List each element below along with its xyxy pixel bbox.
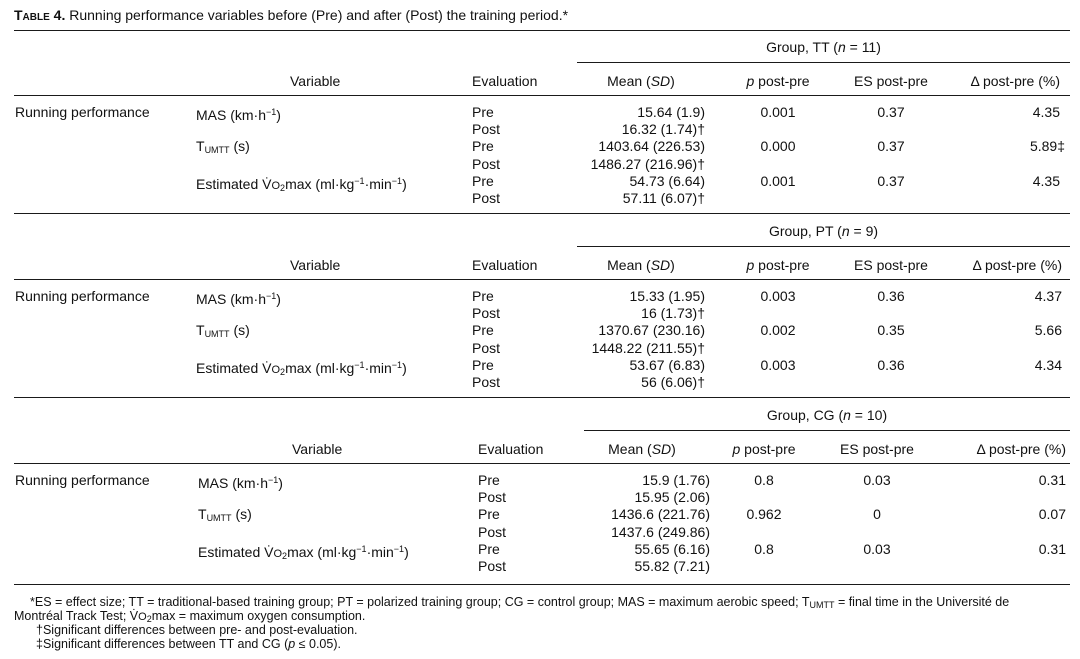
header-evaluation: Evaluation [472, 73, 538, 89]
group-block [0, 214, 1080, 399]
category-label: Running performance [15, 472, 150, 488]
table-label: Table 4. [14, 7, 66, 23]
cell-mean-sd: 56 (6.06)† [641, 374, 705, 390]
cell-evaluation: Pre [472, 322, 494, 339]
cell-es: 0.35 [877, 322, 905, 339]
cell-mean-sd: 55.82 (7.21) [634, 558, 710, 574]
cell-evaluation: Pre [472, 172, 494, 189]
group-rule [577, 62, 1070, 63]
cell-mean-sd: 55.65 (6.16) [634, 540, 710, 557]
cell-p: 0.001 [760, 104, 796, 120]
cell-p: 0.002 [760, 322, 796, 339]
cell-evaluation: Post [478, 523, 507, 540]
table-caption [14, 7, 568, 24]
header-mean-sd: Mean (SD) [607, 257, 675, 273]
cell-evaluation: Pre [472, 288, 494, 304]
header-delta: Δ post-pre (%) [970, 73, 1060, 89]
header-variable: Variable [290, 257, 341, 273]
cell-evaluation: Pre [478, 472, 500, 488]
variable-tumtt: $T_{UMTT}$ (s) [196, 138, 250, 156]
cell-delta: 0.31 [1038, 472, 1066, 488]
cell-p: 0.8 [754, 540, 774, 557]
category-label: Running performance [15, 288, 150, 304]
header-es: ES post-pre [840, 441, 914, 457]
cell-mean-sd: 54.73 (6.64) [629, 172, 705, 189]
category-label: Running performance [15, 104, 150, 120]
header-delta: Δ post-pre (%) [976, 441, 1066, 457]
variable-vo2: Estimated $V̇O_2\max$ $(ml\cdot kg^{-1}\cdot\min^{-1})$ [198, 543, 409, 561]
cell-mean-sd: 1436.6 (221.76) [611, 506, 710, 523]
footnote-abbreviations-cont: Montréal Track Test; $V̇O_2\max$ = maximum oxygen consumption. [14, 609, 366, 624]
header-es: ES post-pre [854, 73, 928, 89]
header-rule [14, 463, 1070, 464]
variable-vo2: Estimated $V̇O_2\max$ $(ml\cdot kg^{-1}\cdot\min^{-1})$ [196, 175, 407, 193]
cell-evaluation: Post [472, 374, 501, 390]
cell-p: 0.003 [760, 356, 796, 373]
group-header: Group, TT (n = 11) [766, 39, 881, 55]
cell-evaluation: Pre [472, 104, 494, 120]
cell-evaluation: Pre [472, 138, 494, 155]
group-block [0, 30, 1080, 215]
footnote-abbreviations: *ES = effect size; TT = traditional-based training group; PT = polarized training group; CG = control group; MAS = maximum aerobic speed; $T_{UMTT}$ = final time in the Université de [30, 595, 1010, 610]
footnote-double-dagger: ‡Significant differences between TT and CG (p ≤ 0.05). [36, 637, 341, 651]
cell-mean-sd: 57.11 (6.07)† [622, 190, 705, 206]
header-evaluation: Evaluation [472, 257, 538, 273]
cell-delta: 4.35 [1032, 172, 1060, 189]
cell-es: 0.37 [877, 138, 905, 155]
cell-delta: 5.89‡ [1029, 138, 1065, 155]
cell-mean-sd: 1403.64 (226.53) [598, 138, 705, 155]
group-rule [584, 430, 1070, 431]
cell-mean-sd: 16.32 (1.74)† [621, 121, 705, 138]
cell-p: 0.962 [746, 506, 782, 523]
header-evaluation: Evaluation [478, 441, 544, 457]
header-variable: Variable [290, 73, 341, 89]
cell-es: 0.36 [877, 356, 905, 373]
cell-p: 0.8 [754, 472, 774, 488]
cell-evaluation: Post [478, 558, 507, 574]
group-header: Group, PT (n = 9) [768, 223, 879, 239]
cell-es: 0.36 [877, 288, 905, 304]
cell-evaluation: Pre [478, 506, 500, 523]
cell-es: 0.37 [877, 172, 905, 189]
cell-es: 0 [873, 506, 881, 523]
cell-mean-sd: 15.95 (2.06) [634, 489, 710, 506]
cell-mean-sd: 1370.67 (230.16) [598, 322, 705, 339]
cell-delta: 0.07 [1038, 506, 1066, 523]
cell-mean-sd: 15.9 (1.76) [642, 472, 710, 488]
cell-es: 0.03 [863, 540, 891, 557]
cell-evaluation: Pre [478, 540, 500, 557]
cell-delta: 0.31 [1038, 540, 1066, 557]
cell-evaluation: Post [472, 121, 501, 138]
cell-es: 0.37 [877, 104, 905, 120]
cell-evaluation: Post [472, 155, 501, 172]
header-p: p post-pre [746, 73, 810, 89]
header-es: ES post-pre [854, 257, 928, 273]
cell-mean-sd: 1486.27 (216.96)† [590, 155, 705, 172]
cell-evaluation: Post [478, 489, 507, 506]
variable-mas: MAS $(km\cdot h^{-1})$ [196, 107, 281, 123]
cell-delta: 5.66 [1034, 322, 1062, 339]
header-variable: Variable [292, 441, 343, 457]
header-p: p post-pre [732, 441, 796, 457]
header-rule [14, 279, 1070, 280]
table-title: Running performance variables before (Pre) and after (Post) the training period.* [69, 7, 569, 23]
cell-evaluation: Post [472, 190, 501, 206]
cell-es: 0.03 [863, 472, 891, 488]
cell-mean-sd: 16 (1.73)† [641, 305, 705, 322]
header-rule [14, 95, 1070, 96]
cell-delta: 4.35 [1032, 104, 1060, 120]
cell-delta: 4.37 [1034, 288, 1062, 304]
cell-mean-sd: 1437.6 (249.86) [611, 523, 710, 540]
variable-vo2: Estimated $V̇O_2\max$ $(ml\cdot kg^{-1}\cdot\min^{-1})$ [196, 359, 407, 377]
header-delta: Δ post-pre (%) [972, 257, 1062, 273]
cell-mean-sd: 1448.22 (211.55)† [591, 339, 705, 356]
group-rule [577, 246, 1070, 247]
group-block [0, 398, 1080, 583]
header-p: p post-pre [746, 257, 810, 273]
variable-mas: MAS $(km\cdot h^{-1})$ [196, 291, 281, 307]
header-mean-sd: Mean (SD) [608, 441, 676, 457]
cell-evaluation: Pre [472, 356, 494, 373]
cell-evaluation: Post [472, 339, 501, 356]
cell-p: 0.003 [760, 288, 796, 304]
footnote-dagger: †Significant differences between pre- and post-evaluation. [36, 623, 358, 637]
variable-mas: MAS $(km\cdot h^{-1})$ [198, 475, 283, 491]
cell-mean-sd: 15.33 (1.95) [629, 288, 705, 304]
cell-evaluation: Post [472, 305, 501, 322]
cell-p: 0.001 [760, 172, 796, 189]
cell-mean-sd: 53.67 (6.83) [629, 356, 705, 373]
variable-tumtt: $T_{UMTT}$ (s) [198, 506, 252, 524]
cell-mean-sd: 15.64 (1.9) [637, 104, 705, 120]
bottom-rule [14, 584, 1070, 585]
variable-tumtt: $T_{UMTT}$ (s) [196, 322, 250, 340]
cell-delta: 4.34 [1034, 356, 1062, 373]
header-mean-sd: Mean (SD) [607, 73, 675, 89]
cell-p: 0.000 [760, 138, 796, 155]
group-header: Group, CG (n = 10) [766, 407, 888, 423]
